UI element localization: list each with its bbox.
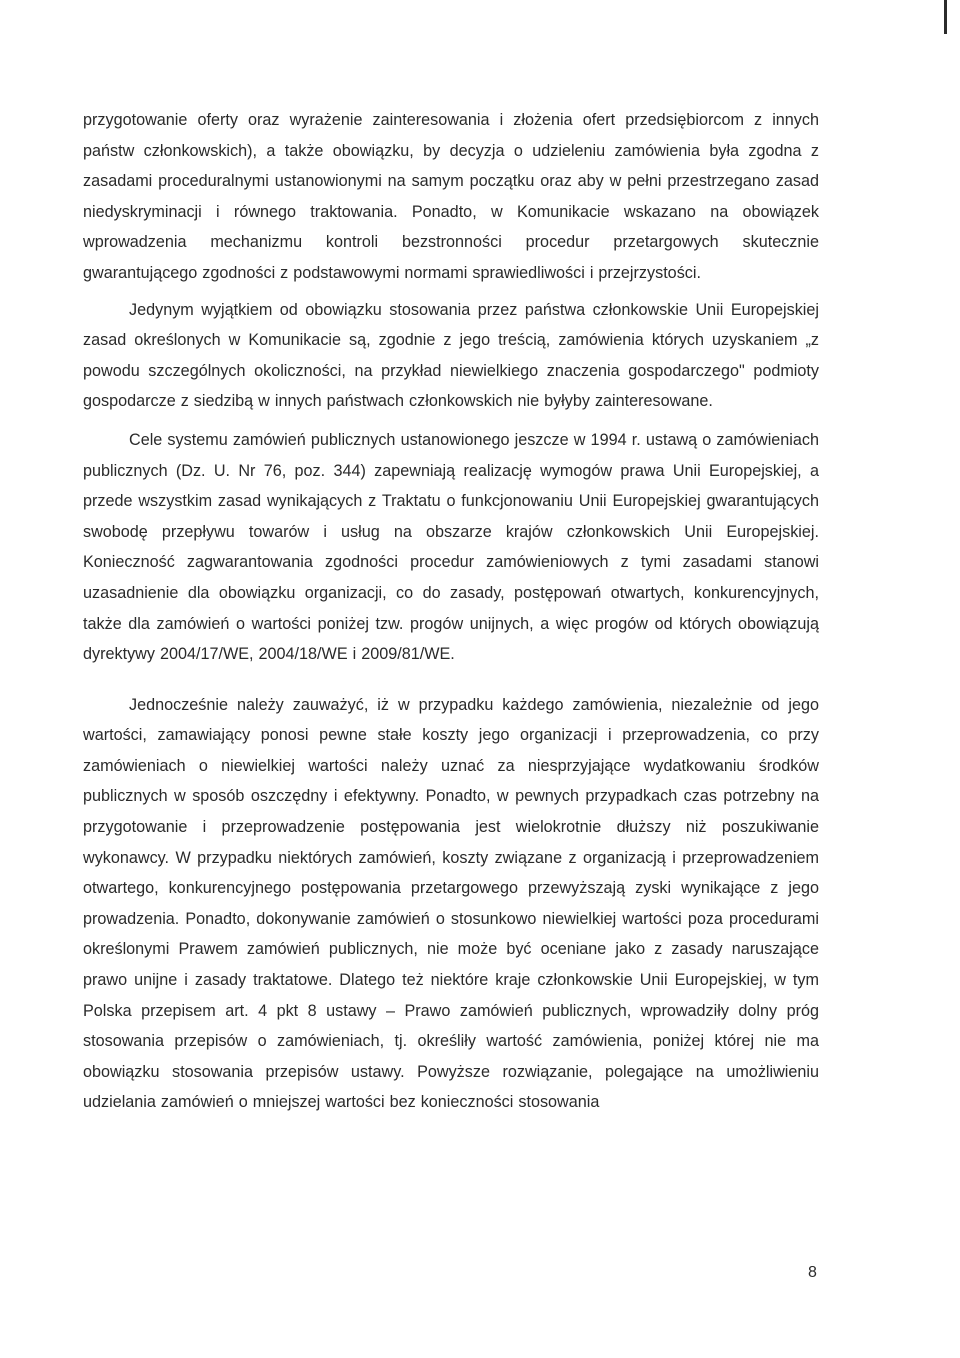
scan-edge-mark <box>944 0 947 34</box>
paragraph-costs: Jednocześnie należy zauważyć, iż w przypadku każdego zamówienia, niezależnie od jego wartości, zamawiający ponosi pewne stałe koszty jego organizacji i przeprowadzenia, co przy zamówieniach o niewielkiej wartości należy uznać za niesprzyjające wydatkowaniu środków publicznych w sposób oszczędny i efektywny. Ponadto, w pewnych przypadkach czas potrzebny na przygotowanie i przeprowadzenie postępowania jest wielokrotnie dłuższy niż poszukiwanie wykonawcy. W przypadku niektórych zamówień, koszty związane z organizacją i przeprowadzeniem otwartego, konkurencyjnego postępowania przetargowego przewyższają zyski wynikające z jego prowadzenia. Ponadto, dokonywanie zamówień o stosunkowo niewielkiej wartości poza procedurami określonymi Prawem zamówień publicznych, nie może być oceniane jako z zasady naruszające prawo unijne i zasady traktatowe. Dlatego też niektóre kraje członkowskie Unii Europejskiej, w tym Polska przepisem art. 4 pkt 8 ustawy – Prawo zamówień publicznych, wprowadziły dolny próg stosowania przepisów o zamówieniach, tj. określiły wartość zamówienia, poniżej której nie ma obowiązku stosowania przepisów ustawy. Powyższe rozwiązanie, polegające na umożliwieniu udzielania zamówień o mniejszej wartości bez konieczności stosowania <box>83 695 819 1112</box>
paragraph-system-goals: Cele systemu zamówień publicznych ustanowionego jeszcze w 1994 r. ustawą o zamówieniach publicznych (Dz. U. Nr 76, poz. 344) zapewniają realizację wymogów prawa Unii Europejskiej, a przede wszystkim zasad wynikających z Traktatu o funkcjonowaniu Unii Europejskiej gwarantujących swobodę przepływu towarów i usług na obszarze krajów członkowskich Unii Europejskiej. Konieczność zagwarantowania zgodności procedur zamówieniowych z tymi zasadami stanowi uzasadnienie dla obowiązku organizacji, co do zasady, postępowań otwartych, konkurencyjnych, także dla zamówień o wartości poniżej tzw. progów unijnych, a więc progów od których obowiązują dyrektywy 2004/17/WE, 2004/18/WE i 2009/81/WE. <box>83 430 819 664</box>
document-body <box>83 105 819 1118</box>
paragraph-exception: Jedynym wyjątkiem od obowiązku stosowania przez państwa członkowskie Unii Europejskiej zasad określonych w Komunikacie są, zgodnie z jego treścią, zamówienia których uzyskaniem „z powodu szczególnych okoliczności, na przykład niewielkiego znaczenia gospodarczego" podmioty gospodarcze z siedzibą w innych państwach członkowskich nie byłyby zainteresowane. <box>83 300 819 411</box>
paragraph-continuation: przygotowanie oferty oraz wyrażenie zainteresowania i złożenia ofert przedsiębiorcom z innych państw członkowskich), a także obowiązku, by decyzja o udzieleniu zamówienia była zgodna z zasadami proceduralnymi ustanowionymi na samym początku oraz aby w pełni przestrzegano zasad niedyskryminacji i równego traktowania. Ponadto, w Komunikacie wskazano na obowiązek wprowadzenia mechanizmu kontroli bezstronności procedur przetargowych skutecznie gwarantującego zgodności z podstawowymi normami sprawiedliwości i przejrzystości. <box>83 111 819 282</box>
page-number: 8 <box>808 1264 817 1281</box>
